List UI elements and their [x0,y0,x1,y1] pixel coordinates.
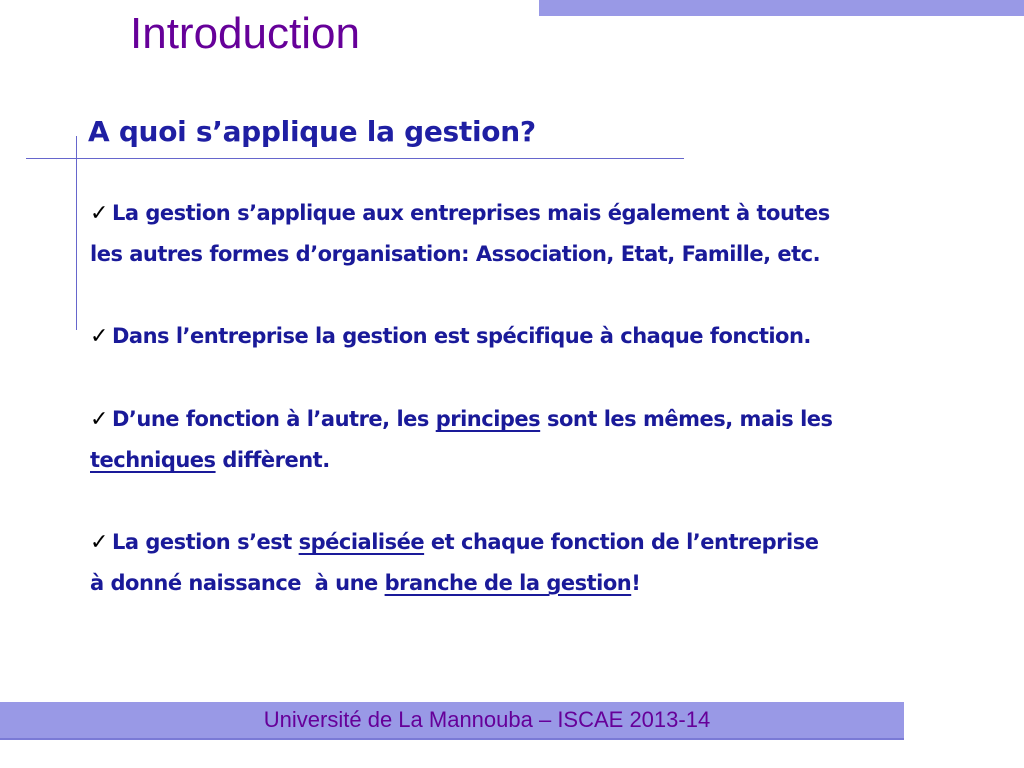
check-icon: ✓ [90,530,108,555]
top-accent-bar [539,0,1024,16]
bullet-text: et chaque fonction de l’entreprise [424,530,819,554]
bullet-item [90,316,1016,357]
bullet-item [90,193,1016,274]
vertical-divider [76,136,77,330]
check-icon: ✓ [90,324,108,349]
bullet-text: D’une fonction à l’autre, les [112,407,436,431]
footer-label: Université de La Mannouba – ISCAE 2013-14 [263,707,711,732]
underlined-term: techniques [90,448,216,472]
bullet-text: les autres formes d’organisation: Association, Etat, Famille, etc. [90,242,821,266]
footer-text [0,702,904,738]
check-icon: ✓ [90,407,108,432]
slide-subtitle: A quoi s’applique la gestion? [88,115,536,148]
underlined-term: branche de la gestion [384,571,632,595]
bullet-item [90,399,1016,480]
footer-bar [0,702,904,740]
bullet-item [90,522,1016,603]
bullet-text: La gestion s’applique aux entreprises mais également à toutes [112,201,830,225]
underlined-term: principes [435,407,541,431]
bullet-text: à donné naissance à une [90,571,385,595]
bullet-text: Dans l’entreprise la gestion est spécifique à chaque fonction. [112,324,811,348]
underlined-term: spécialisée [298,530,425,554]
bullet-text: La gestion s’est [112,530,299,554]
check-icon: ✓ [90,201,108,226]
horizontal-divider [26,158,684,159]
bullet-text: ! [631,571,641,595]
slide-title: Introduction [130,9,360,58]
bullet-list [90,193,1016,645]
bullet-text: sont les mêmes, mais les [540,407,833,431]
bullet-text: diffèrent. [215,448,330,472]
